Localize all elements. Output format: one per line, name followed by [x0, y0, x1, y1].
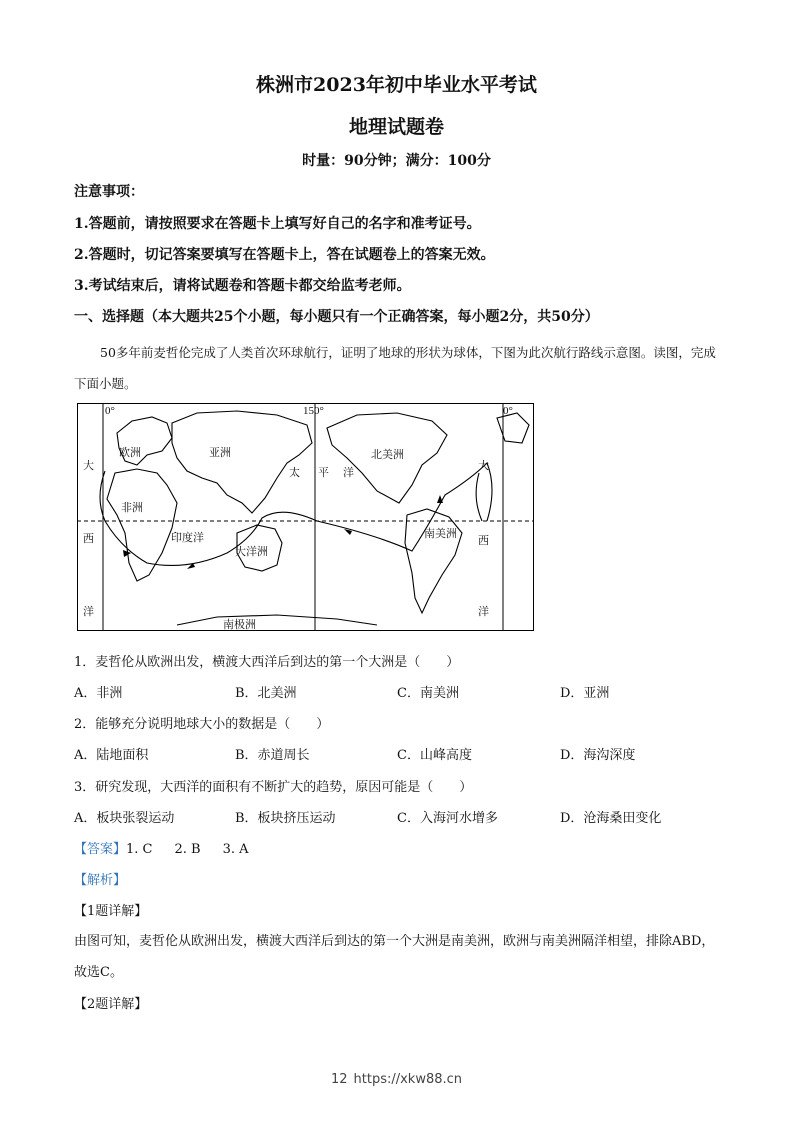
section-heading: 一、选择题（本大题共25个小题，每小题只有一个正确答案，每小题2分，共50分）	[74, 309, 599, 325]
ocean-label-atlantic-right: 西	[478, 535, 489, 547]
option-2a: A．陆地面积	[74, 748, 149, 763]
continent-label-south-america: 南美洲	[424, 528, 457, 540]
meridian-label: 0°	[503, 405, 513, 417]
magellan-route-map	[77, 403, 534, 631]
continent-label-europe: 欧洲	[119, 447, 141, 459]
ocean-label-pacific: 太	[289, 467, 300, 479]
continent-label-africa: 非洲	[121, 502, 143, 514]
note-item: 1.答题前，请按照要求在答题卡上填写好自己的名字和准考证号。	[74, 216, 481, 232]
continent-label-asia: 亚洲	[209, 447, 231, 459]
page-number: 12	[330, 1072, 348, 1087]
option-1b: B．北美洲	[235, 686, 297, 701]
ocean-label-indian: 印度洋	[171, 532, 204, 544]
footer-url: https://xkw88.cn	[353, 1072, 463, 1087]
option-1a: A．非洲	[74, 686, 123, 701]
option-1d: D．亚洲	[560, 686, 610, 701]
detail-heading-2: 【2题详解】	[74, 997, 148, 1012]
detail-heading-1: 【1题详解】	[74, 904, 148, 919]
option-2c: C．山峰高度	[397, 748, 472, 763]
option-2b: B．赤道周长	[235, 748, 310, 763]
exam-title: 株洲市2023年初中毕业水平考试	[256, 74, 537, 96]
continent-label-north-america: 北美洲	[371, 449, 404, 461]
detail-text-1: 由图可知，麦哲伦从欧洲出发，横渡大西洋后到达的第一个大洲是南美洲，欧洲与南美洲隔洋相望，排除ABD，故选C。	[74, 934, 715, 980]
question-stem-2: 2．能够充分说明地球大小的数据是（ ）	[74, 717, 330, 732]
ocean-label-atlantic-left: 西	[83, 533, 94, 545]
question-intro: 50多年前麦哲伦完成了人类首次环球航行，证明了地球的形状为球体，下图为此次航行路线示意图。读图，完成下面小题。	[74, 345, 716, 391]
option-3a: A．板块张裂运动	[74, 811, 175, 826]
answer-label: 【答案】	[74, 842, 127, 857]
question-stem-1: 1．麦哲伦从欧洲出发，横渡大西洋后到达的第一个大洲是（ ）	[74, 655, 460, 670]
ocean-label-atlantic-left: 洋	[83, 606, 94, 618]
notes-heading: 注意事项：	[74, 184, 144, 200]
meridian-label: 150°	[303, 405, 324, 417]
option-3d: D．沧海桑田变化	[560, 811, 662, 826]
continent-label-oceania: 大洋洲	[235, 546, 268, 558]
analysis-label: 【解析】	[74, 873, 127, 888]
ocean-label-atlantic-left: 大	[83, 460, 94, 472]
meridian-label: 0°	[105, 405, 115, 417]
ocean-label-pacific: 洋	[343, 467, 354, 479]
ocean-label-atlantic-right: 洋	[478, 606, 489, 618]
answer-item: 1. C	[126, 842, 153, 857]
note-item: 2.答题时，切记答案要填写在答题卡上，答在试题卷上的答案无效。	[74, 247, 495, 263]
ocean-label-pacific: 平	[318, 467, 329, 479]
option-1c: C．南美洲	[397, 686, 459, 701]
ocean-label-atlantic-right: 大	[478, 460, 489, 472]
option-3c: C．入海河水增多	[397, 811, 498, 826]
answer-item: 3. A	[222, 842, 249, 857]
note-item: 3.考试结束后，请将试题卷和答题卡都交给监考老师。	[74, 278, 411, 294]
answer-item: 2. B	[174, 842, 201, 857]
question-stem-3: 3．研究发现，大西洋的面积有不断扩大的趋势，原因可能是（ ）	[74, 780, 473, 795]
page-footer	[0, 1072, 793, 1087]
time-info: 时量：90分钟；满分：100分	[302, 153, 491, 169]
continent-label-antarctica: 南极洲	[223, 619, 256, 631]
paper-subtitle: 地理试题卷	[348, 116, 444, 138]
option-3b: B．板块挤压运动	[235, 811, 336, 826]
answer-line	[74, 838, 271, 857]
option-2d: D．海沟深度	[560, 748, 636, 763]
